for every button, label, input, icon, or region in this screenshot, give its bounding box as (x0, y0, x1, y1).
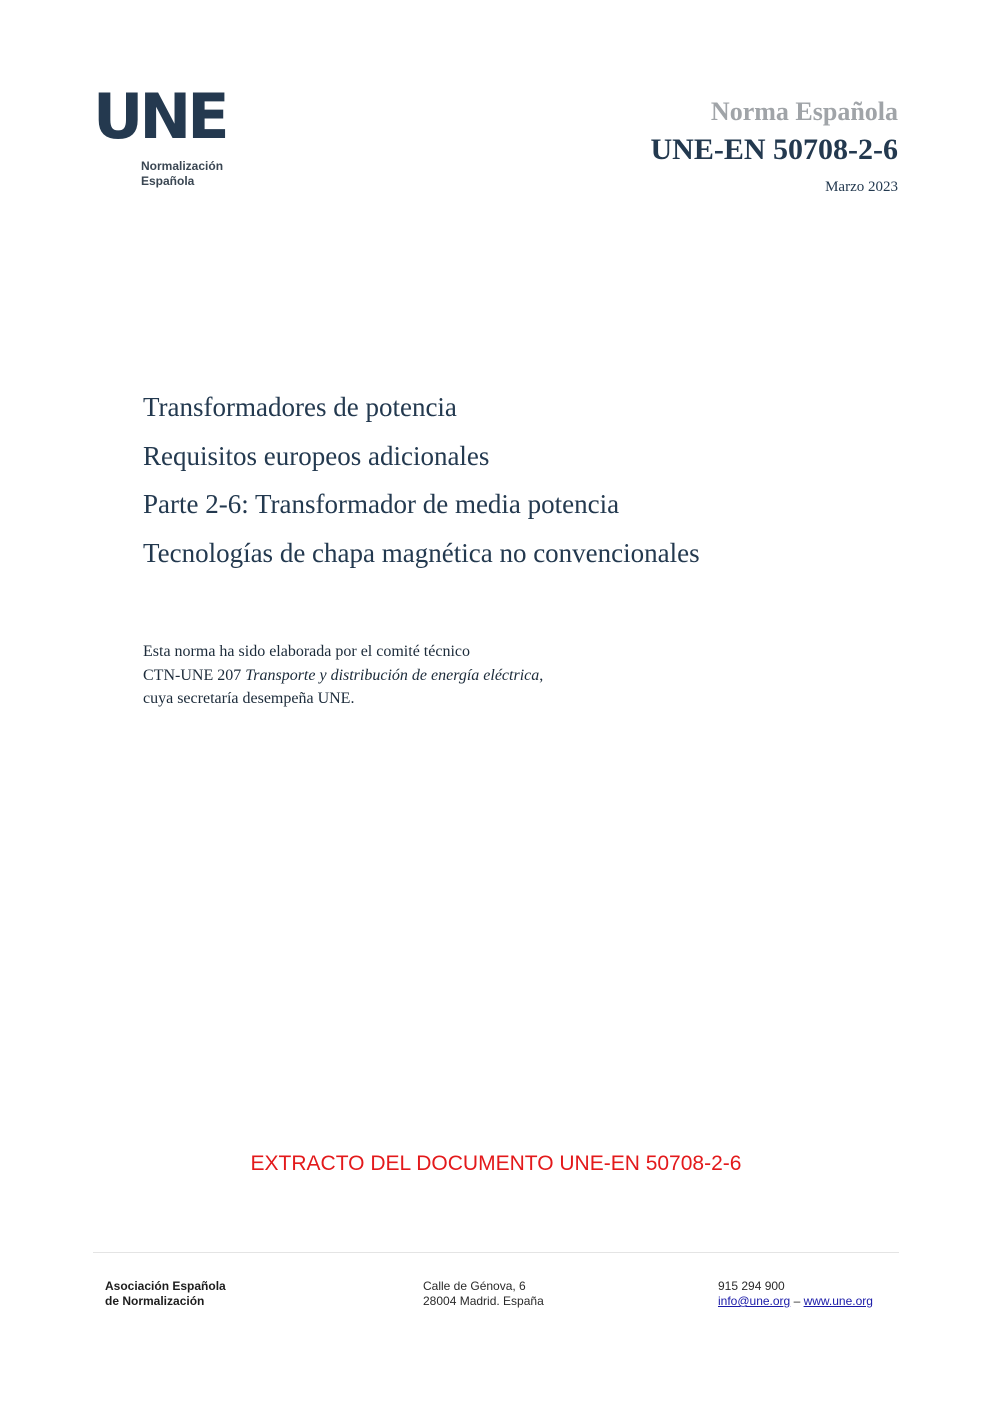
footer-org-line1: Asociación Española (105, 1279, 226, 1293)
footer-links (718, 1294, 873, 1309)
footer-address-line1: Calle de Génova, 6 (423, 1279, 526, 1293)
committee-code: CTN-UNE 207 (143, 666, 246, 684)
footer-divider (93, 1252, 899, 1253)
logo-mark-text: UNE (93, 80, 226, 153)
une-logo (93, 80, 253, 189)
logo-subtitle (141, 159, 253, 189)
title-line: Requisitos europeos adicionales (143, 440, 490, 471)
logo-subtitle-line1: Normalización (141, 159, 224, 173)
footer-phone: 915 294 900 (718, 1279, 785, 1293)
title-line: Tecnologías de chapa magnética no convencionales (143, 537, 700, 568)
committee-comma: , (539, 666, 544, 684)
email-link[interactable]: info@une.org (718, 1294, 791, 1308)
footer-separator: – (790, 1294, 804, 1308)
document-title-block (143, 383, 700, 577)
standard-type-label: Norma Española (710, 97, 898, 126)
committee-name: Transporte y distribución de energía eléctrica (245, 666, 540, 684)
website-link[interactable]: www.une.org (803, 1294, 873, 1308)
extract-notice: EXTRACTO DEL DOCUMENTO UNE-EN 50708-2-6 (250, 1152, 742, 1175)
committee-line2 (143, 664, 543, 688)
footer-organization (105, 1279, 226, 1309)
publication-date: Marzo 2023 (825, 179, 898, 195)
footer-address-line2: 28004 Madrid. España (423, 1294, 544, 1308)
title-line: Parte 2-6: Transformador de media potencia (143, 489, 620, 519)
committee-line3: cuya secretaría desempeña UNE. (143, 690, 355, 707)
title-line: Transformadores de potencia (143, 392, 457, 422)
committee-line1: Esta norma ha sido elaborada por el comité técnico (143, 643, 470, 660)
footer-org-line2: de Normalización (105, 1294, 205, 1308)
committee-note (143, 640, 543, 711)
footer-address (423, 1279, 544, 1309)
logo-subtitle-line2: Española (141, 174, 195, 188)
standard-header (651, 95, 899, 196)
standard-code: UNE-EN 50708-2-6 (650, 133, 898, 166)
une-logo-mark (93, 80, 253, 153)
footer-contact (718, 1279, 873, 1309)
